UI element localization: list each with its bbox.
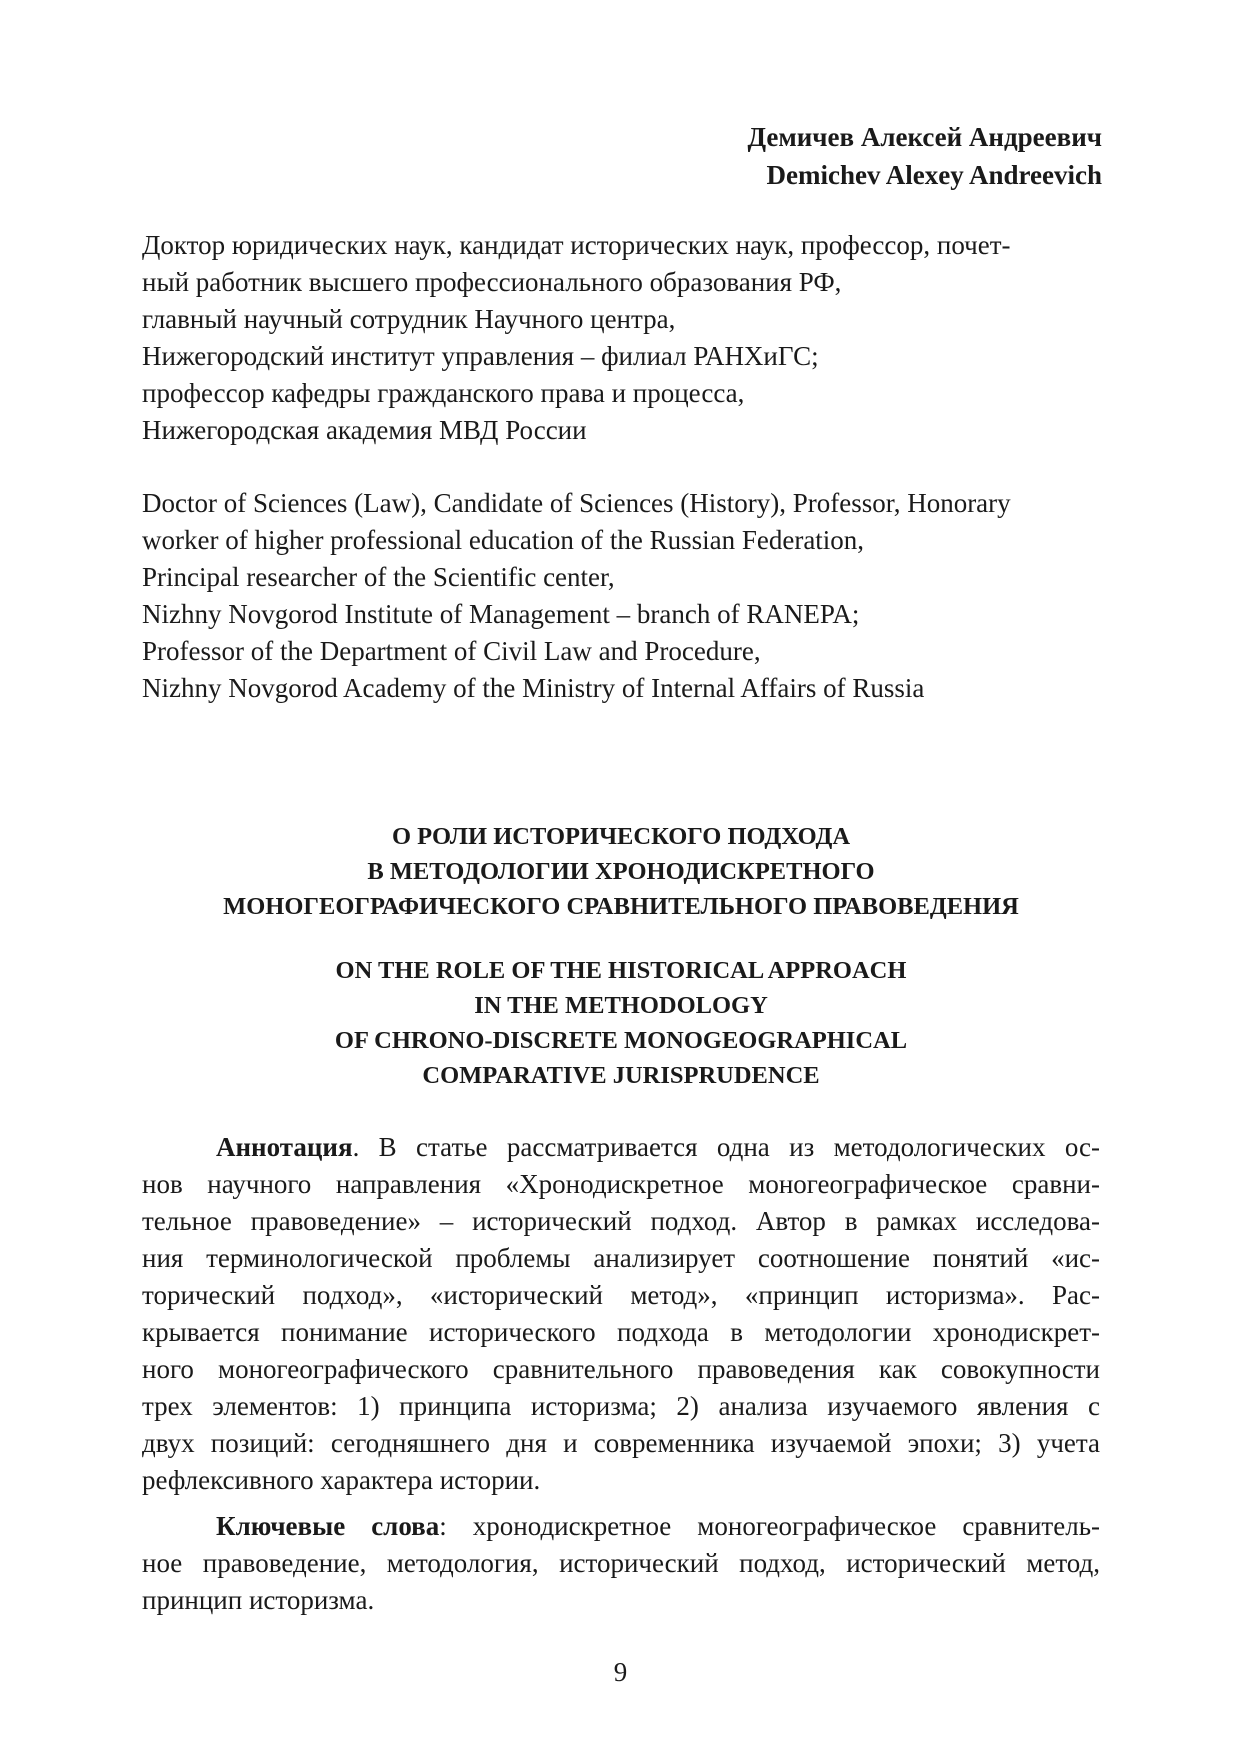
page-number: 9 [613,1657,628,1687]
keywords-label: Ключевые слова [216,1511,440,1541]
title-line: COMPARATIVE JURISPRUDENCE [422,1062,820,1089]
affiliation-en [142,485,1100,707]
abstract-line: нов научного направления «Хронодискретное моногеографическое сравни- [142,1169,1100,1199]
author-name-ru: Демичев Алексей Андреевич [747,122,1102,152]
title-line: О РОЛИ ИСТОРИЧЕСКОГО ПОДХОДА [391,823,851,850]
abstract-line: торический подход», «исторический метод», «принцип историзма». Рас- [142,1280,1100,1310]
abstract-label: Аннотация [216,1132,353,1162]
article-title-ru [142,819,1100,924]
affiliation-ru [142,227,1100,449]
keywords-text: : хронодискретное моногеографическое сравнитель- [439,1511,1100,1541]
keywords-line: принцип историзма. [142,1585,375,1615]
keywords-paragraph [142,1508,1100,1619]
abstract-line: тельное правоведение» – исторический подход. Автор в рамках исследова- [142,1206,1100,1236]
keywords-line [142,1508,1100,1545]
title-line: OF CHRONO-DISCRETE MONOGEOGRAPHICAL [334,1027,908,1054]
affiliation-line: Нижегородский институт управления – филиал РАНХиГС; [142,341,819,371]
abstract-line: крывается понимание исторического подхода в методологии хронодискрет- [142,1317,1100,1347]
abstract-line: ного моногеографического сравнительного правоведения как совокупности [142,1354,1100,1384]
affiliation-line: Principal researcher of the Scientific center, [142,562,615,592]
title-line: В МЕТОДОЛОГИИ ХРОНОДИСКРЕТНОГО [367,858,875,885]
affiliation-line: профессор кафедры гражданского права и процесса, [142,378,745,408]
affiliation-line: главный научный сотрудник Научного центра, [142,304,676,334]
affiliation-line: worker of higher professional education of the Russian Federation, [142,525,865,555]
affiliation-line: Nizhny Novgorod Institute of Management – branch of RANEPA; [142,599,860,629]
abstract-paragraph [142,1129,1100,1499]
affiliation-line: ный работник высшего профессионального образования РФ, [142,267,842,297]
title-line: ON THE ROLE OF THE HISTORICAL APPROACH [335,957,907,984]
abstract-line: ния терминологической проблемы анализирует соотношение понятий «ис- [142,1243,1100,1273]
abstract-text: . В статье рассматривается одна из методологических ос- [352,1132,1100,1162]
affiliation-line: Nizhny Novgorod Academy of the Ministry of Internal Affairs of Russia [142,673,925,703]
author-block [747,118,1102,194]
affiliation-line: Doctor of Sciences (Law), Candidate of Sciences (History), Professor, Honorary [142,488,1011,518]
abstract-line: рефлексивного характера истории. [142,1465,541,1495]
abstract-line: трех элементов: 1) принципа историзма; 2) анализа изучаемого явления с [142,1391,1100,1421]
keywords-line: ное правоведение, методология, исторический подход, исторический метод, [142,1548,1100,1578]
abstract-line: двух позиций: сегодняшнего дня и современника изучаемой эпохи; 3) учета [142,1428,1100,1458]
affiliation-line: Доктор юридических наук, кандидат исторических наук, профессор, почет- [142,230,1011,260]
title-line: IN THE METHODOLOGY [474,992,768,1019]
article-title-en [142,953,1100,1093]
title-line: МОНОГЕОГРАФИЧЕСКОГО СРАВНИТЕЛЬНОГО ПРАВОВЕДЕНИЯ [223,893,1019,920]
affiliation-line: Professor of the Department of Civil Law and Procedure, [142,636,761,666]
abstract-line [142,1129,1100,1166]
affiliation-line: Нижегородская академия МВД России [142,415,587,445]
author-name-en: Demichev Alexey Andreevich [766,160,1102,190]
